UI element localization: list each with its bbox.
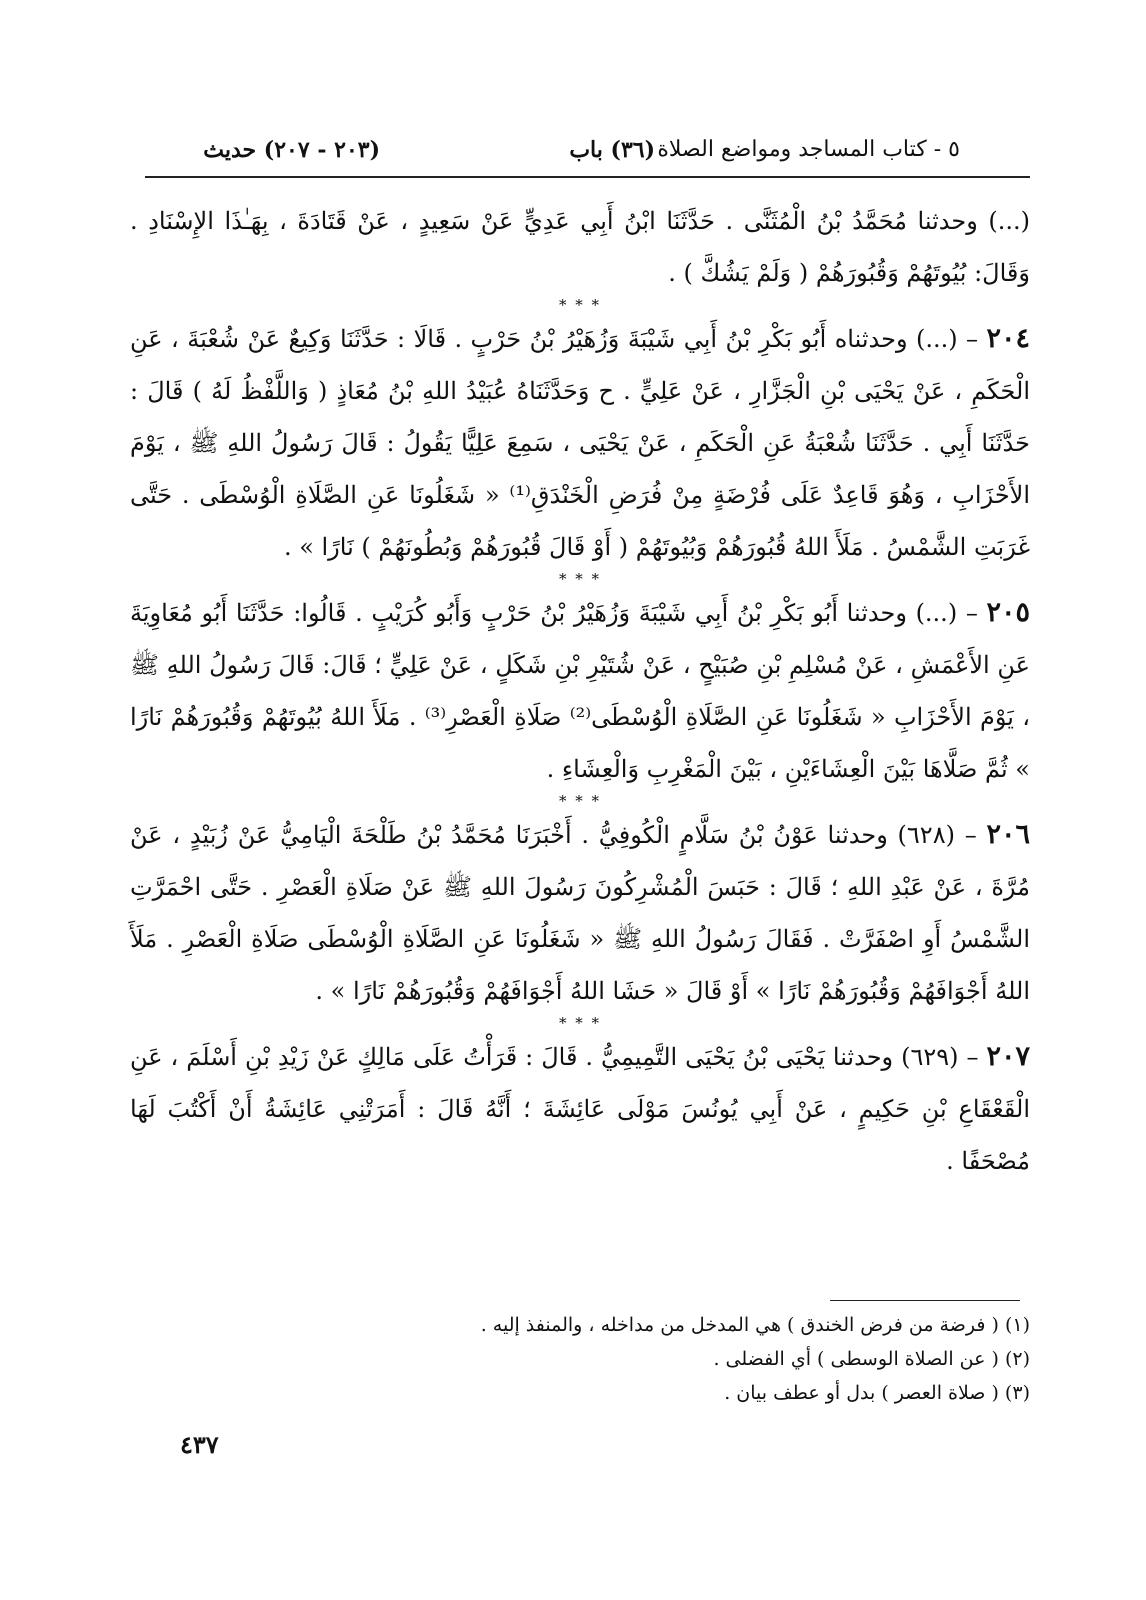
hadith-paragraph (130, 195, 1030, 299)
hadith-paragraph (130, 809, 1030, 1017)
hadith-number: ٢٠٥ (986, 597, 1030, 628)
hadith-paragraph (130, 1031, 1030, 1187)
bab-number: (٣٦) باب (569, 137, 655, 163)
footnote: (١) ( فرضة من فرض الخندق ) هي المدخل من مداخله ، والمنفذ إليه . (480, 1314, 1030, 1336)
hadith-text: – (٦٢٩) وحدثنا يَحْيَى بْنُ يَحْيَى التَّمِيمِيُّ . قَالَ : قَرَأْتُ عَلَى مَالِكٍ عَنْ زَيْدِ بْنِ أَسْلَمَ ، عَنِ الْقَعْقَاعِ بْنِ حَكِيمٍ ، عَنْ أَبِي يُونُسَ مَوْلَى عَائِشَةَ ؛ أَنَّهُ قَالَ : أَمَرَتْنِي عَائِشَةُ أَنْ أَكْتُبَ لَهَا مُصْحَفًا . (130, 1043, 1031, 1175)
chapter-title: ٥ - كتاب المساجد ومواضع الصلاة (657, 137, 960, 162)
hadith-text: – (...) وحدثنا أَبُو بَكْرِ بْنُ أَبِي شَيْبَةَ وَزُهَيْرُ بْنُ حَرْبٍ وَأَبُو كُرَيْبٍ . قَالُوا: حَدَّثَنَا أَبُو مُعَاوِيَةَ عَنِ الأَعْمَشِ ، عَنْ مُسْلِمِ بْنِ صُبَيْحٍ ، عَنْ شُتَيْرِ بْنِ شَكَلٍ ، عَنْ عَلِيٍّ ؛ قَالَ: قَالَ رَسُولُ اللهِ ﷺ ، يَوْمَ الأَحْزَابِ « شَغَلُونَا عَنِ الصَّلَاةِ الْوُسْطَى⁽²⁾ صَلَاةِ الْعَصْرِ⁽³⁾ . مَلَأَ اللهُ بُيُوتَهُمْ وَقُبُورَهُمْ نَارًا » ثُمَّ صَلَّاهَا بَيْنَ الْعِشَاءَيْنِ ، بَيْنَ الْمَغْرِبِ وَالْعِشَاءِ . (130, 599, 1030, 783)
hadith-paragraph (130, 313, 1030, 573)
header-rule (145, 176, 1030, 178)
hadith-text: – (...) وحدثناه أَبُو بَكْرِ بْنُ أَبِي شَيْبَةَ وَزُهَيْرُ بْنُ حَرْبٍ . قَالَا : حَدَّثَنَا وَكِيعٌ عَنْ شُعْبَةَ ، عَنِ الْحَكَمِ ، عَنْ يَحْيَى بْنِ الْجَزَّارِ ، عَنْ عَلِيٍّ . ح وَحَدَّثَنَاهُ عُبَيْدُ اللهِ بْنُ مُعَاذٍ ( وَاللَّفْظُ لَهُ ) قَالَ : حَدَّثَنَا أَبِي . حَدَّثَنَا شُعْبَةُ عَنِ الْحَكَمِ ، عَنْ يَحْيَى ، سَمِعَ عَلِيًّا يَقُولُ : قَالَ رَسُولُ اللهِ ﷺ ، يَوْمَ الأَحْزَابِ ، وَهُوَ قَاعِدٌ عَلَى فُرْضَةٍ مِنْ فُرَضِ الْخَنْدَقِ⁽¹⁾ « شَغَلُونَا عَنِ الصَّلَاةِ الْوُسْطَى . حَتَّى غَرَبَتِ الشَّمْسُ . مَلَأَ اللهُ قُبُورَهُمْ وَبُيُوتَهُمْ ( أَوْ قَالَ قُبُورَهُمْ وَبُطُونَهُمْ ) نَارًا » . (130, 325, 1031, 561)
running-header (145, 128, 1030, 172)
section-separator: * * * (558, 792, 602, 810)
hadith-number: ٢٠٧ (986, 1041, 1030, 1072)
hadith-number: ٢٠٤ (986, 323, 1030, 354)
footnote: (٢) ( عن الصلاة الوسطى ) أي الفضلى . (713, 1348, 1030, 1370)
page-number: ٤٣٧ (180, 1430, 219, 1459)
footnote: (٣) ( صلاة العصر ) بدل أو عطف بيان . (724, 1382, 1030, 1404)
hadith-text: – (٦٢٨) وحدثنا عَوْنُ بْنُ سَلَّامٍ الْكُوفِيُّ . أَخْبَرَنَا مُحَمَّدُ بْنُ طَلْحَةَ الْيَامِيُّ عَنْ زُبَيْدٍ ، عَنْ مُرَّةَ ، عَنْ عَبْدِ اللهِ ؛ قَالَ : حَبَسَ الْمُشْرِكُونَ رَسُولَ اللهِ ﷺ عَنْ صَلَاةِ الْعَصْرِ . حَتَّى احْمَرَّتِ الشَّمْسُ أَوِ اصْفَرَّتْ . فَقَالَ رَسُولُ اللهِ ﷺ « شَغَلُونَا عَنِ الصَّلَاةِ الْوُسْطَى صَلَاةِ الْعَصْرِ . مَلَأَ اللهُ أَجْوَافَهُمْ وَقُبُورَهُمْ نَارًا » أَوْ قَالَ « حَشَا اللهُ أَجْوَافَهُمْ وَقُبُورَهُمْ نَارًا » . (130, 821, 1030, 1005)
footnotes (430, 1308, 1030, 1410)
footnote-rule (830, 1300, 1020, 1301)
hadith-range: (٢٠٣ - ٢٠٧) حديث (203, 137, 380, 163)
section-separator: * * * (558, 570, 602, 588)
hadith-paragraph (130, 587, 1030, 795)
section-separator: * * * (558, 296, 602, 314)
hadith-text: (...) وحدثنا مُحَمَّدُ بْنُ الْمُثَنَّى . حَدَّثَنَا ابْنُ أَبِي عَدِيٍّ عَنْ سَعِيدٍ ، عَنْ قَتَادَةَ ، بِهَـٰذَا الإِسْنَادِ . وَقَالَ: بُيُوتَهُمْ وَقُبُورَهُمْ ( وَلَمْ يَشُكَّ ) . (130, 207, 1030, 287)
section-separator: * * * (558, 1014, 602, 1032)
hadith-number: ٢٠٦ (986, 819, 1030, 850)
main-text (130, 195, 1030, 1187)
